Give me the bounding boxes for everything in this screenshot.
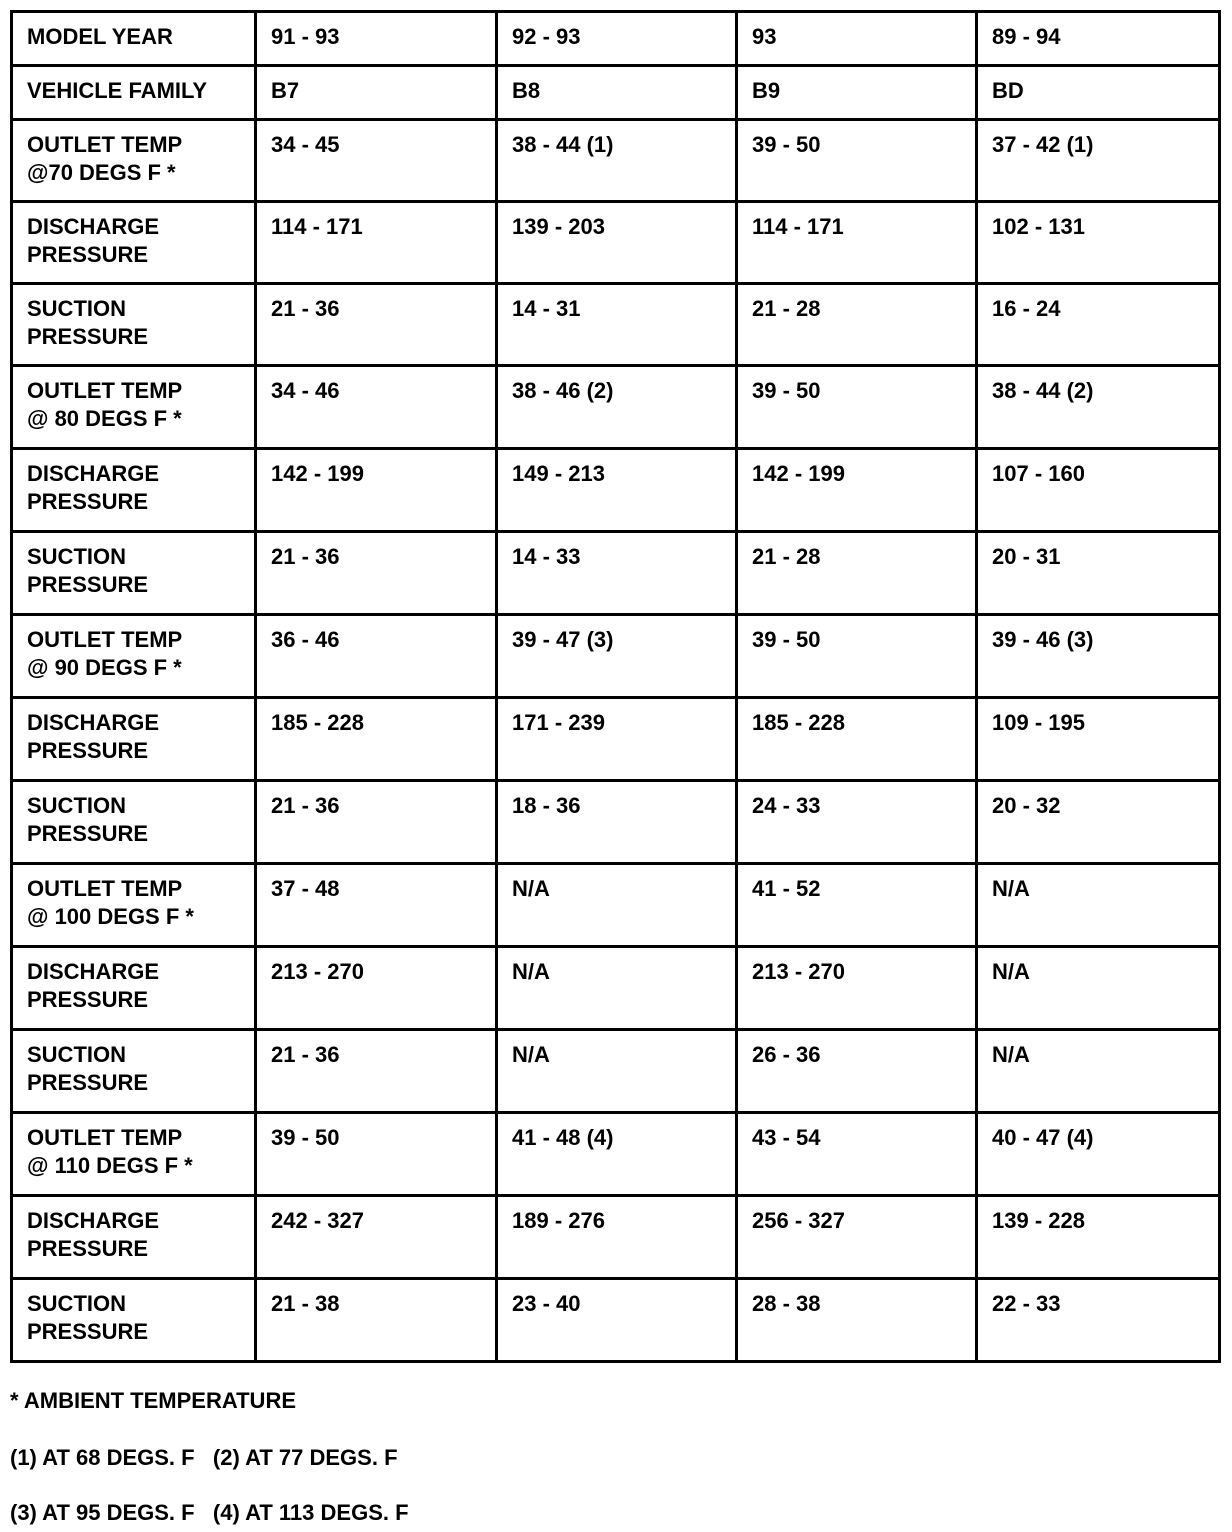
table-cell: 185 - 228 [256,698,497,781]
table-cell: 114 - 171 [737,202,977,284]
table-cell: 16 - 24 [977,284,1220,366]
row-label: VEHICLE FAMILY [12,66,256,120]
table-cell: 39 - 47 (3) [497,615,737,698]
table-cell: 39 - 50 [256,1113,497,1196]
table-cell: 39 - 46 (3) [977,615,1220,698]
table-row [12,120,1220,202]
table-cell: 26 - 36 [737,1030,977,1113]
table-row [12,1030,1220,1113]
table-row [12,1113,1220,1196]
table-cell: 36 - 46 [256,615,497,698]
table-cell: 139 - 228 [977,1196,1220,1279]
table-row [12,1196,1220,1279]
table-cell: 41 - 52 [737,864,977,947]
table-cell: 142 - 199 [256,449,497,532]
table-cell: 34 - 45 [256,120,497,202]
table-cell: 21 - 36 [256,284,497,366]
table-cell: 256 - 327 [737,1196,977,1279]
table-cell: 213 - 270 [737,947,977,1030]
table-cell: 114 - 171 [256,202,497,284]
row-label: OUTLET TEMP @70 DEGS F * [12,120,256,202]
table-cell: 185 - 228 [737,698,977,781]
table-row [12,947,1220,1030]
row-label: OUTLET TEMP @ 100 DEGS F * [12,864,256,947]
row-label: SUCTION PRESSURE [12,1279,256,1362]
table-cell: 38 - 44 (2) [977,366,1220,449]
table-cell: N/A [977,864,1220,947]
table-row [12,202,1220,284]
table-cell: 24 - 33 [737,781,977,864]
table-cell: N/A [977,947,1220,1030]
row-label: SUCTION PRESSURE [12,284,256,366]
row-label: DISCHARGE PRESSURE [12,1196,256,1279]
table-row [12,615,1220,698]
table-cell: 20 - 32 [977,781,1220,864]
table-cell: 109 - 195 [977,698,1220,781]
table-cell: 40 - 47 (4) [977,1113,1220,1196]
table-cell: 171 - 239 [497,698,737,781]
footnote-line-1: (1) AT 68 DEGS. F (2) AT 77 DEGS. F [10,1445,398,1470]
table-cell: 21 - 36 [256,532,497,615]
table-cell: 41 - 48 (4) [497,1113,737,1196]
table-cell: 93 [737,12,977,66]
row-label: SUCTION PRESSURE [12,532,256,615]
table-cell: 21 - 36 [256,781,497,864]
table-row [12,532,1220,615]
row-label: OUTLET TEMP @ 80 DEGS F * [12,366,256,449]
table-cell: 38 - 44 (1) [497,120,737,202]
row-label: DISCHARGE PRESSURE [12,947,256,1030]
table-cell: 39 - 50 [737,366,977,449]
footnote-line-2: (3) AT 95 DEGS. F (4) AT 113 DEGS. F [10,1500,409,1525]
table-cell: N/A [497,947,737,1030]
table-cell: N/A [497,864,737,947]
table-cell: 14 - 31 [497,284,737,366]
table-cell: 38 - 46 (2) [497,366,737,449]
table-row [12,449,1220,532]
table-cell: 102 - 131 [977,202,1220,284]
table-cell: 39 - 50 [737,615,977,698]
row-label: OUTLET TEMP @ 110 DEGS F * [12,1113,256,1196]
table-cell: 142 - 199 [737,449,977,532]
row-label: DISCHARGE PRESSURE [12,698,256,781]
table-row [12,284,1220,366]
table-cell: 23 - 40 [497,1279,737,1362]
table-cell: 22 - 33 [977,1279,1220,1362]
table-cell: 242 - 327 [256,1196,497,1279]
table-cell: 39 - 50 [737,120,977,202]
footnote-ambient: * AMBIENT TEMPERATURE [10,1388,296,1413]
table-cell: 43 - 54 [737,1113,977,1196]
table-cell: 189 - 276 [497,1196,737,1279]
row-label: DISCHARGE PRESSURE [12,449,256,532]
table-body [12,12,1220,1362]
table-cell: B8 [497,66,737,120]
table-row [12,1279,1220,1362]
table-cell: 28 - 38 [737,1279,977,1362]
table-cell: 92 - 93 [497,12,737,66]
table-cell: 20 - 31 [977,532,1220,615]
table-cell: 14 - 33 [497,532,737,615]
table-cell: 213 - 270 [256,947,497,1030]
row-label: SUCTION PRESSURE [12,1030,256,1113]
table-cell: 18 - 36 [497,781,737,864]
table-cell: 139 - 203 [497,202,737,284]
table-cell: 89 - 94 [977,12,1220,66]
table-cell: N/A [977,1030,1220,1113]
table-cell: N/A [497,1030,737,1113]
row-label: DISCHARGE PRESSURE [12,202,256,284]
table-cell: 34 - 46 [256,366,497,449]
table-row [12,366,1220,449]
table-row [12,864,1220,947]
table-cell: 149 - 213 [497,449,737,532]
table-cell: 91 - 93 [256,12,497,66]
table-cell: BD [977,66,1220,120]
table-row [12,66,1220,120]
table-row [12,698,1220,781]
row-label: OUTLET TEMP @ 90 DEGS F * [12,615,256,698]
table-cell: B9 [737,66,977,120]
table-row [12,781,1220,864]
ac-performance-table [10,10,1221,1363]
table-cell: 107 - 160 [977,449,1220,532]
row-label: SUCTION PRESSURE [12,781,256,864]
table-cell: 21 - 38 [256,1279,497,1362]
table-cell: 37 - 48 [256,864,497,947]
table-row [12,12,1220,66]
row-label: MODEL YEAR [12,12,256,66]
table-cell: 21 - 28 [737,284,977,366]
table-cell: B7 [256,66,497,120]
table-cell: 21 - 36 [256,1030,497,1113]
table-cell: 37 - 42 (1) [977,120,1220,202]
table-cell: 21 - 28 [737,532,977,615]
